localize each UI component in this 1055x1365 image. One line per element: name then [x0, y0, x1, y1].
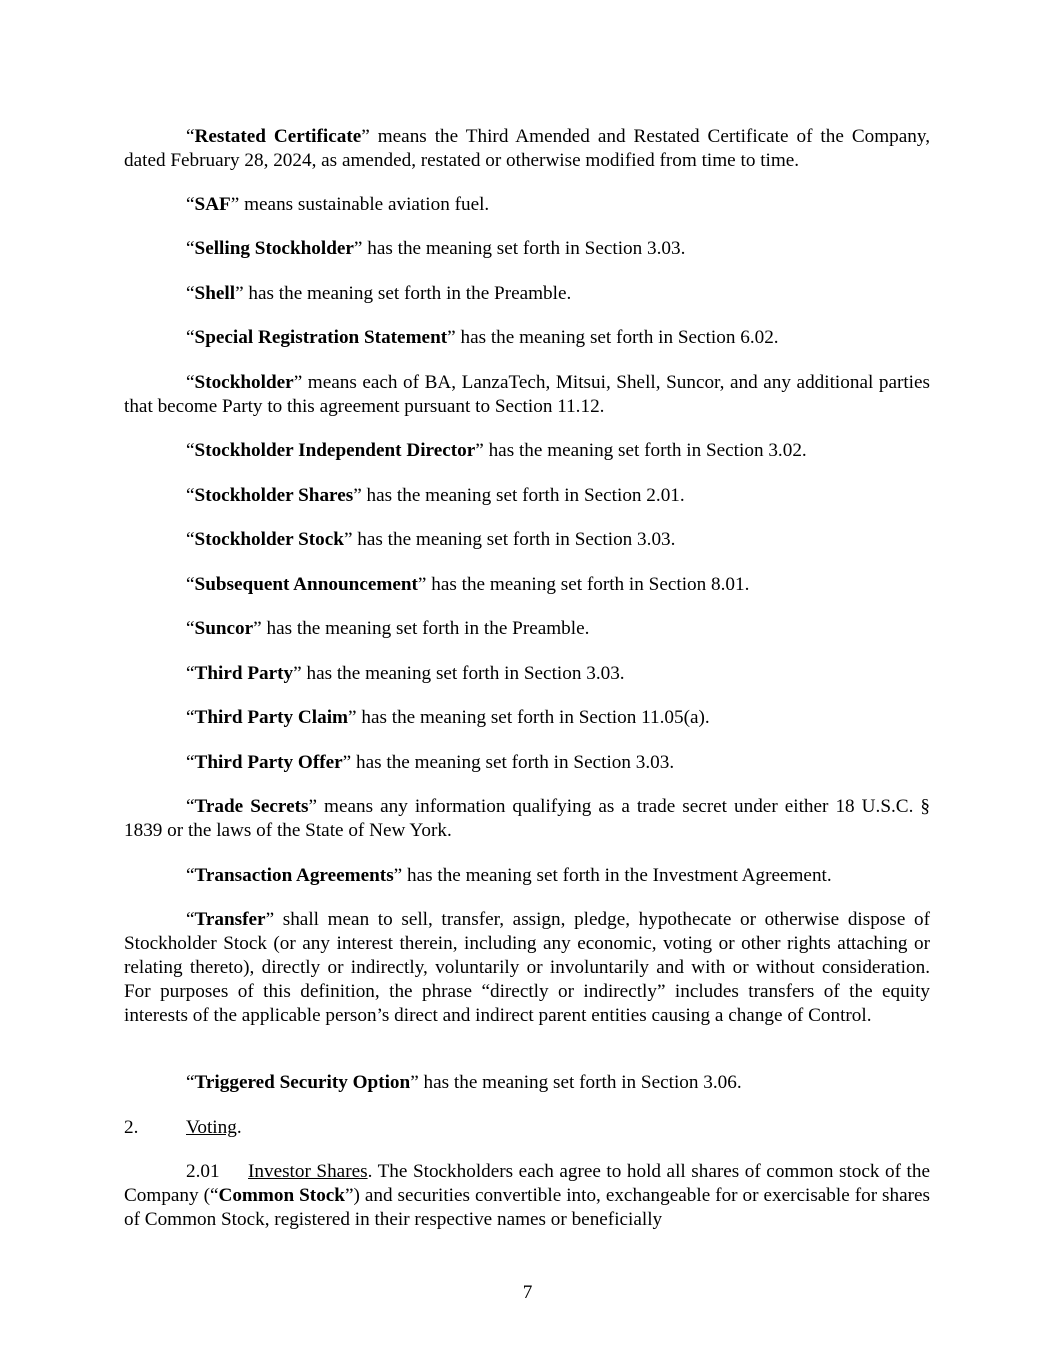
subsection-number: 2.01 — [186, 1161, 220, 1182]
definition-subsequent-announcement: “Subsequent Announcement” has the meaning set forth in Section 8.01. — [186, 574, 750, 595]
definition-third-party-offer: “Third Party Offer” has the meaning set forth in Section 3.03. — [186, 752, 675, 773]
definition-stockholder-stock: “Stockholder Stock” has the meaning set forth in Section 3.03. — [186, 529, 676, 550]
section-heading-voting: 2. Voting. — [124, 1117, 242, 1138]
definition-third-party-claim: “Third Party Claim” has the meaning set forth in Section 11.05(a). — [186, 707, 710, 728]
definition-selling-stockholder: “Selling Stockholder” has the meaning set forth in Section 3.03. — [186, 238, 686, 259]
definition-transaction-agreements: “Transaction Agreements” has the meaning set forth in the Investment Agreement. — [186, 865, 832, 886]
definition-stockholder: “Stockholder” means each of BA, LanzaTech, Mitsui, Shell, Suncor, and any additional parties that become Party to this agreement pursuant to Section 11.12. — [124, 372, 930, 417]
page-number: 7 — [522, 1282, 533, 1303]
subsection-investor-shares: 2.01 Investor Shares. The Stockholders each agree to hold all shares of common stock of the Company (“Common Stock”) and securities convertible into, exchangeable for or exercisable for shares of Common Stock, registered in their respective names or beneficially — [124, 1161, 930, 1230]
subsection-title: Investor Shares — [248, 1161, 368, 1182]
section-number: 2. — [124, 1117, 139, 1138]
definition-restated-certificate: “Restated Certificate” means the Third Amended and Restated Certificate of the Company, dated February 28, 2024, as amended, restated or otherwise modified from time to time. — [124, 126, 931, 171]
definition-third-party: “Third Party” has the meaning set forth in Section 3.03. — [186, 663, 625, 684]
definition-suncor: “Suncor” has the meaning set forth in the Preamble. — [186, 618, 590, 639]
definition-shell: “Shell” has the meaning set forth in the Preamble. — [186, 283, 572, 304]
definition-trade-secrets: “Trade Secrets” means any information qualifying as a trade secret under either 18 U.S.C. § 1839 or the laws of the State of New York. — [124, 796, 931, 841]
section-title: Voting — [186, 1117, 237, 1138]
definition-transfer: “Transfer” shall mean to sell, transfer, assign, pledge, hypothecate or otherwise dispose of Stockholder Stock (or any interest therein, including any economic, voting or other rights attaching or relating thereto), directly or indirectly, voluntarily or involuntarily and with or without consideration. For purposes of this definition, the phrase “directly or indirectly” includes transfers of the equity interests of the applicable person’s direct and indirect parent entities causing a change of Control. — [124, 909, 930, 1026]
definition-stockholder-shares: “Stockholder Shares” has the meaning set forth in Section 2.01. — [186, 485, 685, 506]
definition-triggered-security-option: “Triggered Security Option” has the meaning set forth in Section 3.06. — [186, 1072, 742, 1093]
definition-special-registration-statement: “Special Registration Statement” has the meaning set forth in Section 6.02. — [186, 327, 779, 348]
definition-saf: “SAF” means sustainable aviation fuel. — [186, 194, 490, 215]
definition-stockholder-independent-director: “Stockholder Independent Director” has the meaning set forth in Section 3.02. — [186, 440, 807, 461]
